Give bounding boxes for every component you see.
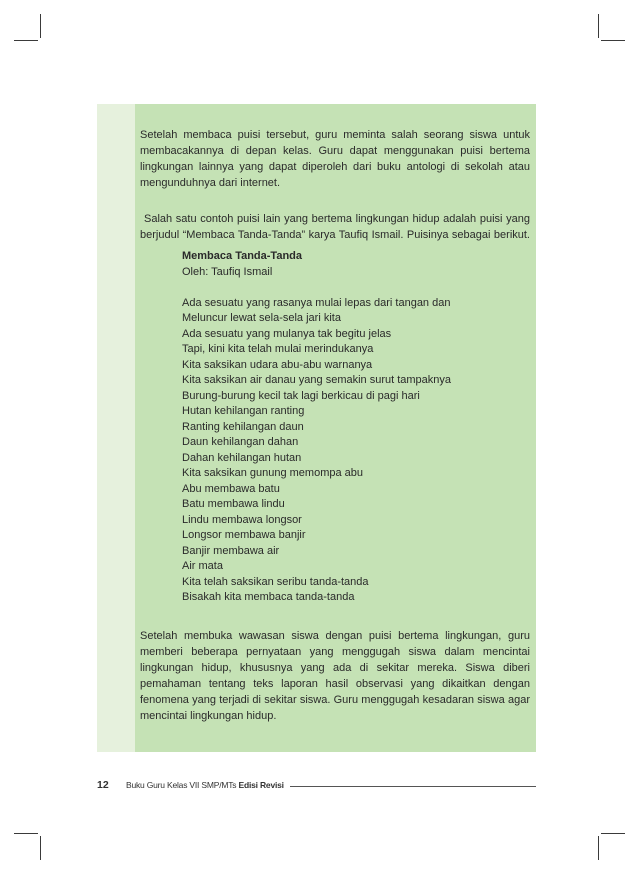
- poem-line: Batu membawa lindu: [182, 498, 285, 510]
- poem-line: Lindu membawa longsor: [182, 513, 302, 526]
- paragraph-line: berjudul “Membaca Tanda-Tanda” karya Taufiq Ismail. Puisinya sebagai berikut.: [140, 229, 530, 241]
- crop-mark: [14, 833, 38, 834]
- crop-mark: [40, 836, 41, 860]
- paragraph-line: Setelah membaca puisi tersebut, guru meminta salah seorang siswa untuk: [140, 129, 530, 141]
- poem-line: Banjir membawa air: [182, 544, 280, 557]
- paragraph-3: [140, 628, 530, 724]
- poem-line: Bisakah kita membaca tanda-tanda: [182, 591, 355, 603]
- crop-mark: [598, 836, 599, 860]
- poem-line: Burung-burung kecil tak lagi berkicau di pagi hari: [182, 389, 420, 402]
- poem: [182, 249, 522, 606]
- edition-label: Edisi Revisi: [238, 780, 284, 790]
- poem-line: Dahan kehilangan hutan: [182, 451, 302, 464]
- book-title: Buku Guru Kelas VII SMP/MTs: [126, 780, 237, 790]
- poem-line: Hutan kehilangan ranting: [182, 405, 305, 417]
- poem-line: Longsor membawa banjir: [182, 529, 306, 541]
- panel-left-strip: [97, 104, 135, 752]
- crop-mark: [601, 833, 625, 834]
- poem-line: Kita saksikan udara abu-abu warnanya: [182, 358, 373, 371]
- poem-line: Kita saksikan gunung memompa abu: [182, 467, 363, 479]
- paragraph-line: mengunduhnya dari internet.: [140, 177, 281, 189]
- paragraph-line: lingkungan hidup, khususnya yang ada di sekitar mereka. Siswa diberi: [140, 662, 530, 674]
- paragraph-line: Setelah membuka wawasan siswa dengan puisi bertema lingkungan, guru: [140, 630, 530, 642]
- paragraph-line: membacakannya di depan kelas. Guru dapat menggunakan puisi bertema: [140, 145, 530, 157]
- poem-line: Abu membawa batu: [182, 482, 280, 495]
- poem-author: Oleh: Taufiq Ismail: [182, 265, 273, 278]
- paragraph-1: [140, 127, 530, 191]
- paragraph-line: Salah satu contoh puisi lain yang bertema lingkungan hidup adalah puisi yang: [144, 213, 530, 225]
- crop-mark: [40, 14, 41, 38]
- poem-line: Ranting kehilangan daun: [182, 420, 304, 433]
- poem-line: Kita saksikan air danau yang semakin surut tampaknya: [182, 374, 452, 386]
- paragraph-line: lingkungan lainnya yang dapat diperoleh dari buku antologi di sekolah atau: [140, 161, 530, 173]
- crop-mark: [601, 40, 625, 41]
- footer-rule: [290, 786, 536, 787]
- page-number: 12: [97, 779, 109, 791]
- paragraph-line: mencintai lingkungan hidup.: [140, 710, 277, 722]
- poem-line: Air mata: [182, 560, 223, 572]
- poem-line: Meluncur lewat sela-sela jari kita: [182, 312, 341, 324]
- poem-line: Ada sesuatu yang rasanya mulai lepas dari tangan dan: [182, 296, 451, 309]
- paragraph-line: pemahaman tentang teks laporan hasil observasi yang dikaitkan dengan: [140, 678, 530, 690]
- footer-book-title: [126, 780, 284, 790]
- poem-title: Membaca Tanda-Tanda: [182, 250, 303, 262]
- paragraph-line: memberi beberapa pernyataan yang menggugah siswa dalam mencintai: [140, 646, 530, 658]
- crop-mark: [14, 40, 38, 41]
- poem-line: Kita telah saksikan seribu tanda-tanda: [182, 575, 369, 588]
- poem-line: Tapi, kini kita telah mulai merindukanya: [182, 343, 374, 355]
- paragraph-2: [140, 211, 530, 243]
- crop-mark: [598, 14, 599, 38]
- paragraph-line: fenomena yang terjadi di sekitar siswa. Guru menggugah kesadaran siswa agar: [140, 694, 530, 706]
- poem-line: Daun kehilangan dahan: [182, 436, 299, 448]
- poem-line: Ada sesuatu yang mulanya tak begitu jelas: [182, 327, 392, 340]
